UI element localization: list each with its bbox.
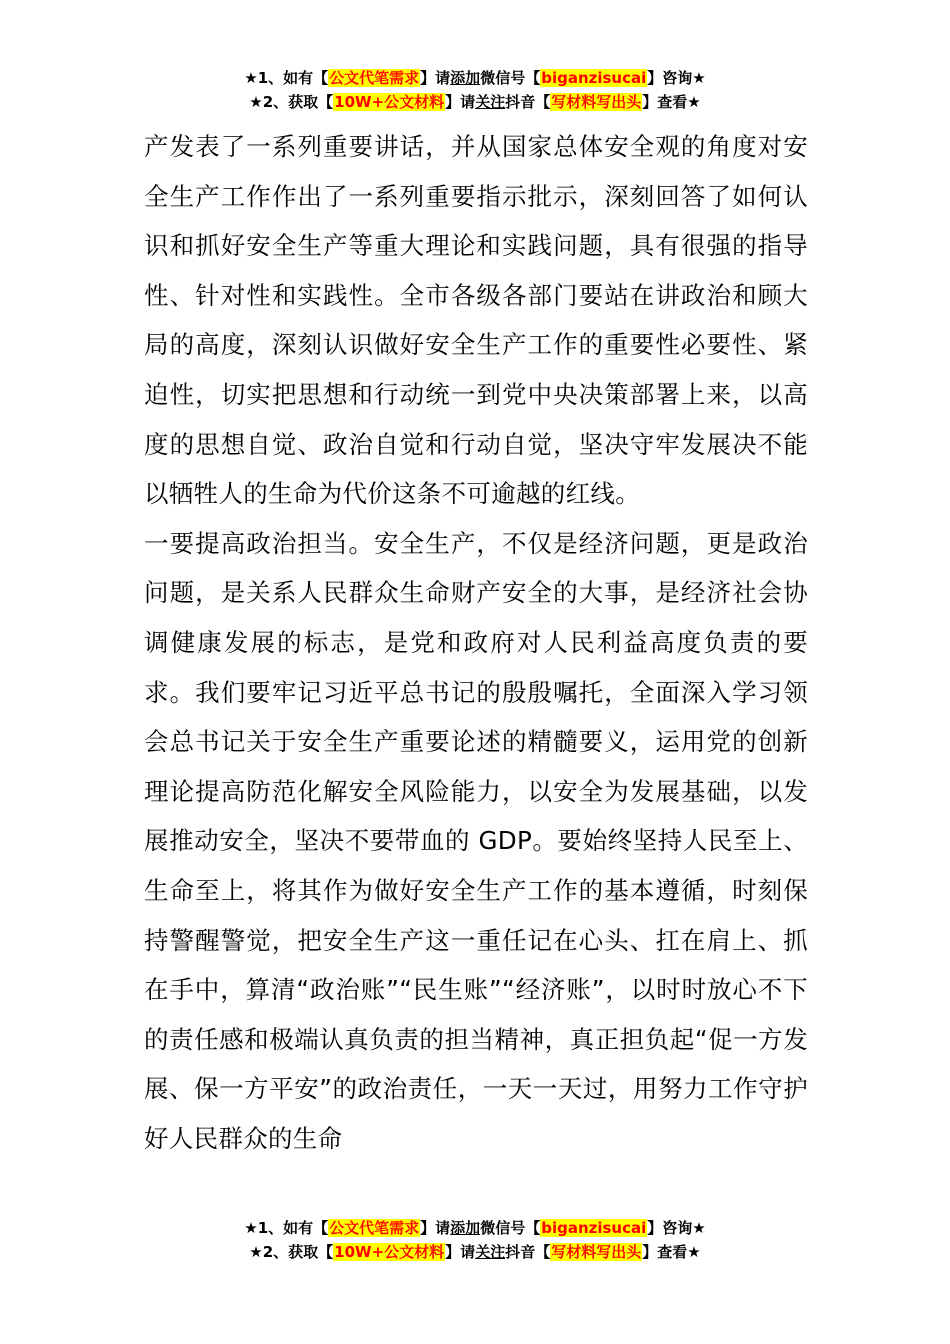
- star-icon: ★: [249, 1243, 263, 1261]
- document-body: [144, 122, 808, 1163]
- banner-text: 抖音【: [505, 93, 551, 111]
- highlight-service: 公文代笔需求: [329, 1219, 420, 1237]
- highlight-douyin-account: 写材料写出头: [551, 93, 642, 111]
- banner-text: 抖音【: [505, 1243, 551, 1261]
- banner-text: 】请: [420, 69, 451, 87]
- highlight-wechat-id: biganzisucai: [541, 69, 647, 87]
- highlight-service: 公文代笔需求: [329, 69, 420, 87]
- star-icon: ★: [687, 1243, 701, 1261]
- banner-text: 】请: [420, 1219, 451, 1237]
- star-icon: ★: [687, 93, 701, 111]
- highlight-douyin-account: 写材料写出头: [551, 1243, 642, 1261]
- star-icon: ★: [244, 1219, 258, 1237]
- banner-text: 1、如有【: [257, 69, 329, 87]
- star-icon: ★: [692, 1219, 706, 1237]
- footer-banner: [0, 1216, 950, 1264]
- banner-line-1: [0, 66, 950, 90]
- star-icon: ★: [244, 69, 258, 87]
- underlined-text: 添加: [450, 1219, 481, 1237]
- star-icon: ★: [692, 69, 706, 87]
- banner-line-1: [0, 1216, 950, 1240]
- underlined-text: 添加: [450, 69, 481, 87]
- highlight-wechat-id: biganzisucai: [541, 1219, 647, 1237]
- banner-text: 】咨询: [647, 1219, 693, 1237]
- banner-text: 】查看: [642, 1243, 688, 1261]
- underlined-text: 关注: [475, 93, 506, 111]
- banner-text: 】请: [445, 1243, 476, 1261]
- banner-text: 2、获取【: [262, 1243, 334, 1261]
- underlined-text: 关注: [475, 1243, 506, 1261]
- banner-line-2: [0, 1240, 950, 1264]
- highlight-materials: 10W+公文材料: [334, 93, 445, 111]
- banner-text: 】咨询: [647, 69, 693, 87]
- banner-line-2: [0, 90, 950, 114]
- banner-text: 2、获取【: [262, 93, 334, 111]
- header-banner: [0, 66, 950, 114]
- banner-text: 】请: [445, 93, 476, 111]
- star-icon: ★: [249, 93, 263, 111]
- banner-text: 微信号【: [480, 1219, 541, 1237]
- banner-text: 】查看: [642, 93, 688, 111]
- highlight-materials: 10W+公文材料: [334, 1243, 445, 1261]
- banner-text: 微信号【: [480, 69, 541, 87]
- banner-text: 1、如有【: [257, 1219, 329, 1237]
- paragraph: 产发表了一系列重要讲话，并从国家总体安全观的角度对安全生产工作作出了一系列重要指示批示，深刻回答了如何认识和抓好安全生产等重大理论和实践问题，具有很强的指导性、针对性和实践性。全市各级各部门要站在讲政治和顾大局的高度，深刻认识做好安全生产工作的重要性必要性、紧迫性，切实把思想和行动统一到党中央决策部署上来，以高度的思想自觉、政治自觉和行动自觉，坚决守牢发展决不能以牺牲人的生命为代价这条不可逾越的红线。: [144, 132, 808, 509]
- paragraph: 一要提高政治担当。安全生产，不仅是经济问题，更是政治问题，是关系人民群众生命财产安全的大事，是经济社会协调健康发展的标志，是党和政府对人民利益高度负责的要求。我们要牢记习近平总书记的殷殷嘱托，全面深入学习领会总书记关于安全生产重要论述的精髓要义，运用党的创新理论提高防范化解安全风险能力，以安全为发展基础，以发展推动安全，坚决不要带血的 GDP。要始终坚持人民至上、生命至上，将其作为做好安全生产工作的基本遵循，时刻保持警醒警觉，把安全生产这一重任记在心头、扛在肩上、抓在手中，算清“政治账”“民生账”“经济账”，以时时放心不下的责任感和极端认真负责的担当精神，真正担负起“促一方发展、保一方平安”的政治责任，一天一天过，用努力工作守护好人民群众的生命: [144, 528, 808, 1153]
